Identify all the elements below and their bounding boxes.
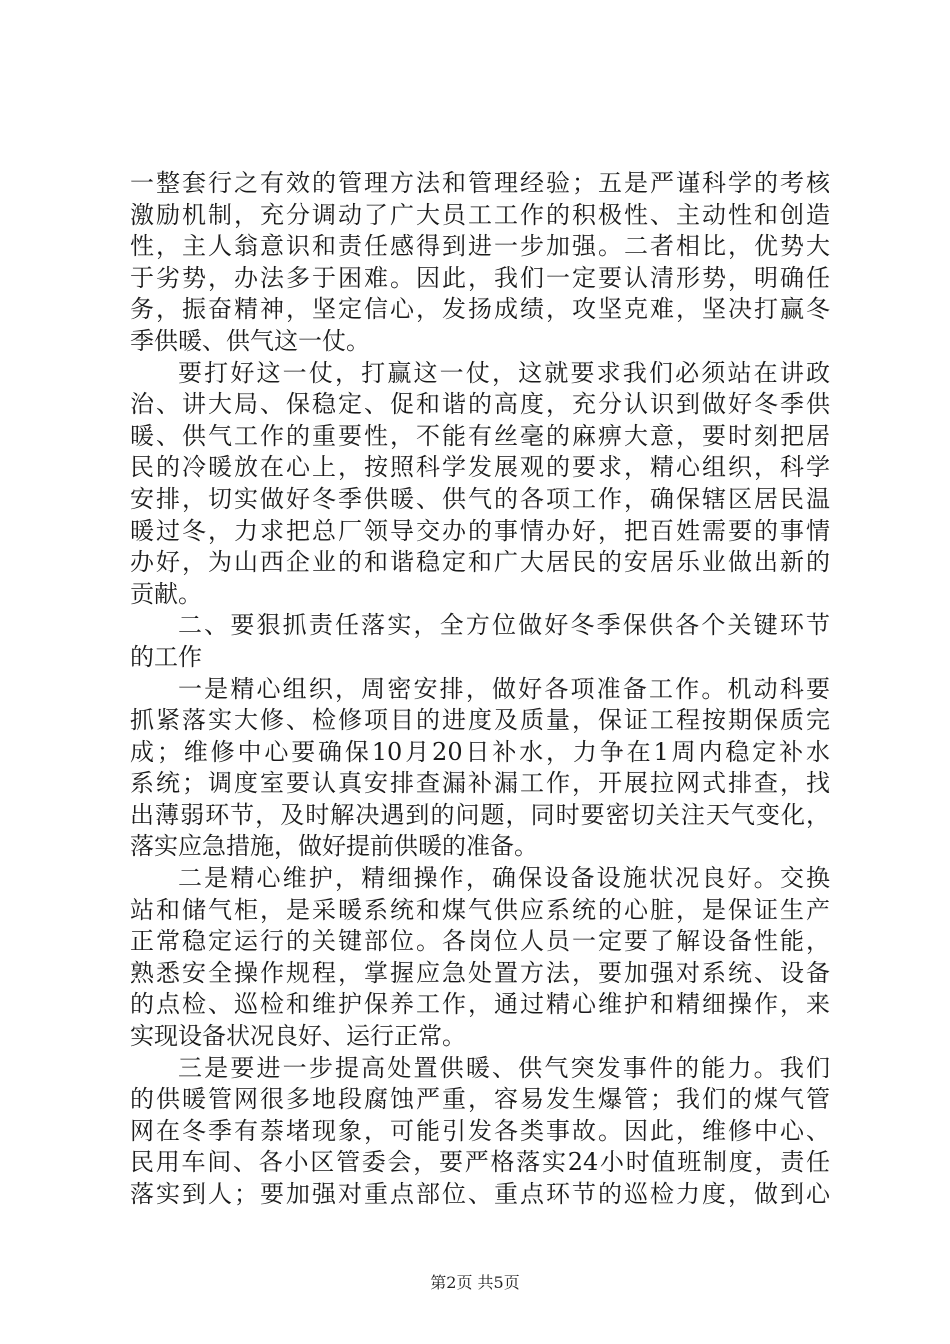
text-line: 落实应急措施，做好提前供暖的准备。 (130, 832, 538, 861)
text-line: 站和储气柜，是采暖系统和煤气供应系统的心脏，是保证生产 (130, 895, 830, 924)
text-line: 要打好这一仗，打赢这一仗，这就要求我们必须站在讲政 (178, 358, 830, 387)
text-line: 抓紧落实大修、检修项目的进度及质量，保证工程按期保质完 (130, 706, 830, 735)
text-line: 安排，切实做好冬季供暖、供气的各项工作，确保辖区居民温 (130, 484, 830, 513)
text-line: 正常稳定运行的关键部位。各岗位人员一定要了解设备性能， (130, 927, 830, 956)
text-line: 成；维修中心要确保10月20日补水，力争在1周内稳定补水 (130, 737, 830, 766)
document-body (130, 168, 830, 1211)
text-line: 一是精心组织，周密安排，做好各项准备工作。机动科要 (178, 674, 830, 703)
text-line: 激励机制，充分调动了广大员工工作的积极性、主动性和创造 (130, 200, 830, 229)
text-line: 性，主人翁意识和责任感得到进一步加强。二者相比，优势大 (130, 232, 830, 261)
text-line: 民的冷暖放在心上，按照科学发展观的要求，精心组织，科学 (130, 453, 830, 482)
text-line: 二是精心维护，精细操作，确保设备设施状况良好。交换 (178, 864, 830, 893)
text-line: 的点检、巡检和维护保养工作，通过精心维护和精细操作，来 (130, 990, 830, 1019)
text-line: 民用车间、各小区管委会，要严格落实24小时值班制度，责任 (130, 1148, 830, 1177)
text-line: 的供暖管网很多地段腐蚀严重，容易发生爆管；我们的煤气管 (130, 1085, 830, 1114)
text-line: 出薄弱环节，及时解决遇到的问题，同时要密切关注天气变化， (130, 800, 830, 829)
text-line: 二、要狠抓责任落实，全方位做好冬季保供各个关键环节 (178, 611, 830, 640)
text-line: 季供暖、供气这一仗。 (130, 326, 370, 355)
text-line: 贡献。 (130, 579, 202, 608)
text-line: 的工作 (130, 642, 202, 671)
text-line: 务，振奋精神，坚定信心，发扬成绩，攻坚克难，坚决打赢冬 (130, 295, 830, 324)
text-line: 暖、供气工作的重要性，不能有丝毫的麻痹大意，要时刻把居 (130, 421, 830, 450)
text-line: 实现设备状况良好、运行正常。 (130, 1022, 466, 1051)
text-line: 暖过冬，力求把总厂领导交办的事情办好，把百姓需要的事情 (130, 516, 830, 545)
text-line: 一整套行之有效的管理方法和管理经验；五是严谨科学的考核 (130, 169, 830, 197)
text-line: 于劣势，办法多于困难。因此，我们一定要认清形势，明确任 (130, 263, 830, 292)
text-line: 三是要进一步提高处置供暖、供气突发事件的能力。我们 (178, 1053, 830, 1082)
text-line: 系统；调度室要认真安排查漏补漏工作，开展拉网式排查，找 (130, 769, 830, 798)
text-line: 熟悉安全操作规程，掌握应急处置方法，要加强对系统、设备 (130, 958, 830, 987)
text-line: 落实到人；要加强对重点部位、重点环节的巡检力度，做到心 (130, 1180, 830, 1208)
text-line: 治、讲大局、保稳定、促和谐的高度，充分认识到做好冬季供 (130, 390, 830, 419)
text-line: 网在冬季有萘堵现象，可能引发各类事故。因此，维修中心、 (130, 1116, 830, 1145)
page-footer (0, 1270, 950, 1293)
text-line: 办好，为山西企业的和谐稳定和广大居民的安居乐业做出新的 (130, 548, 830, 577)
page-number-label: 第2页 共5页 (430, 1273, 520, 1292)
